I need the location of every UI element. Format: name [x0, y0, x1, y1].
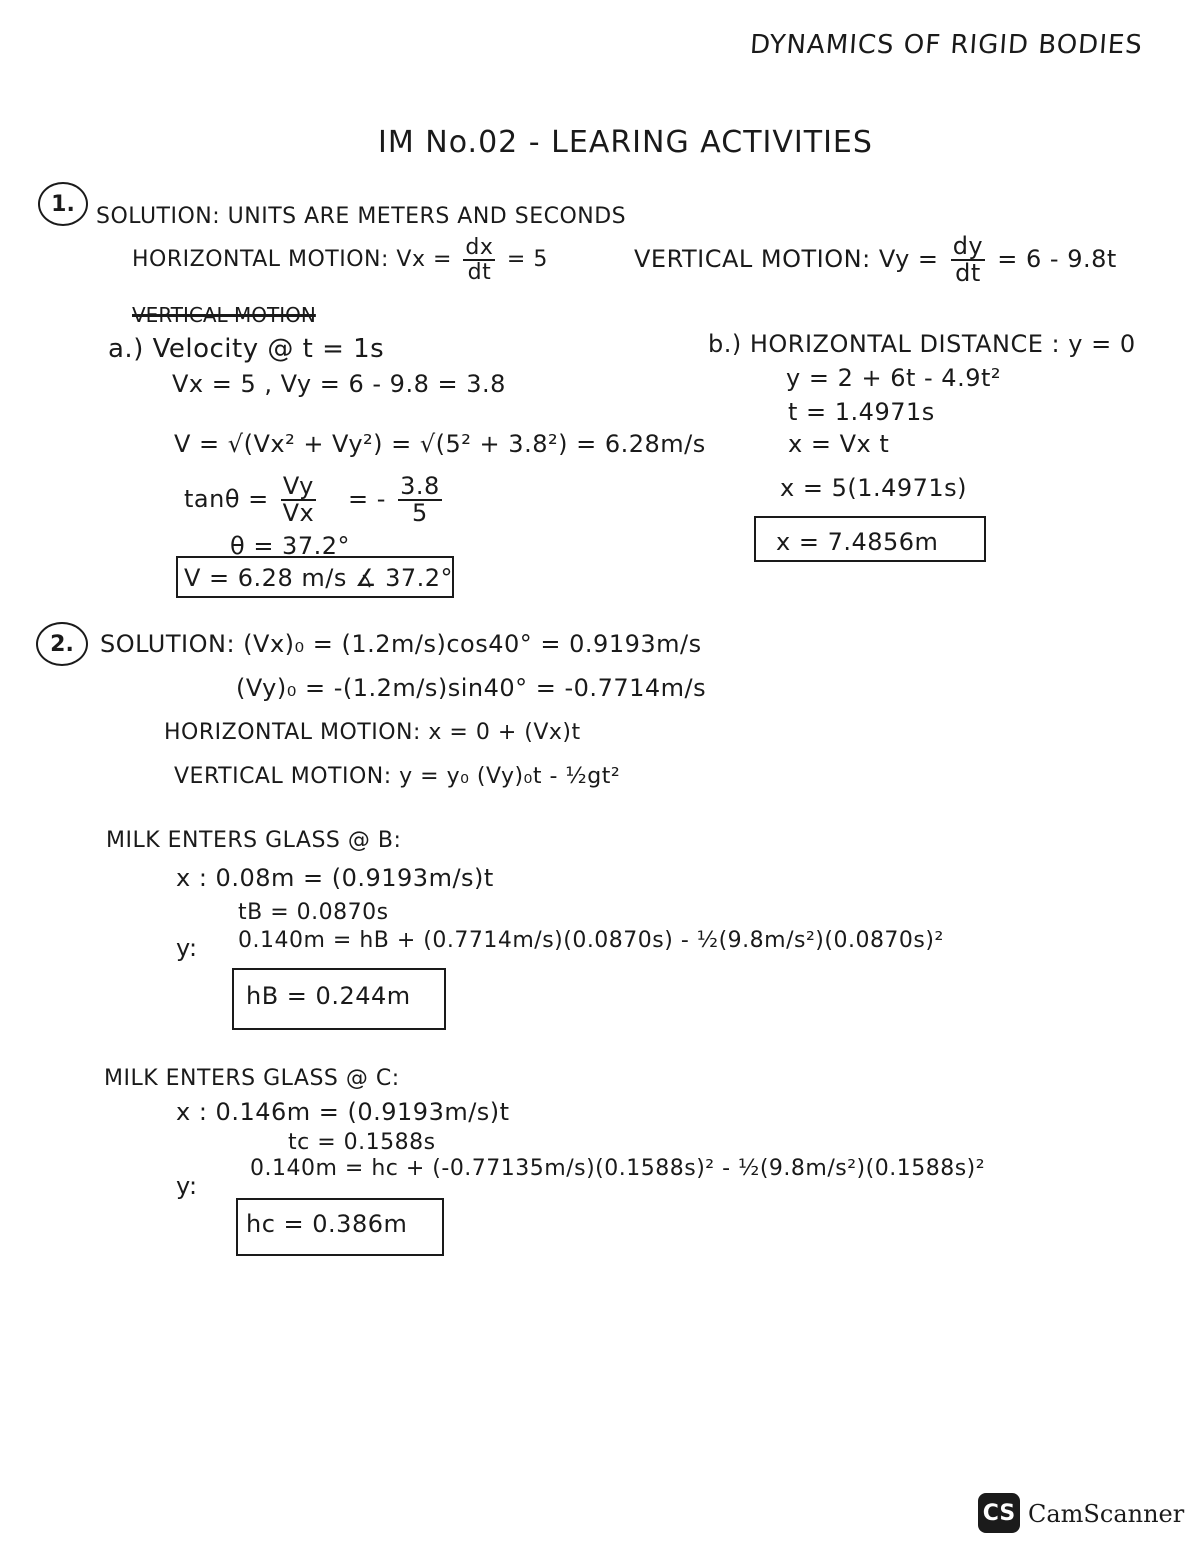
p2-c-heading: MILK ENTERS GLASS @ C:	[104, 1066, 400, 1091]
p2-line-3: HORIZONTAL MOTION: x = 0 + (Vx)t	[164, 720, 581, 745]
p1-part-b-line-4: x = 5(1.4971s)	[780, 474, 968, 502]
problem-1-number: 1.	[38, 182, 88, 226]
page-title: IM No.02 - LEARING ACTIVITIES	[378, 125, 873, 160]
p1-part-a-theta: θ = 37.2°	[230, 532, 350, 560]
fraction-denominator: dt	[467, 260, 492, 286]
p2-c-t: tc = 0.1588s	[288, 1130, 436, 1155]
fraction-numerator: dy	[952, 232, 984, 260]
p1-horizontal-rhs: = 5	[506, 247, 548, 273]
camscanner-logo-icon: CS	[978, 1493, 1020, 1533]
p2-b-t: tB = 0.0870s	[238, 900, 389, 925]
camscanner-watermark: CamScanner	[1028, 1500, 1185, 1528]
tan-fraction-2	[398, 474, 442, 526]
p1-horizontal-lhs: HORIZONTAL MOTION: Vx =	[132, 247, 452, 273]
tan-fraction-1	[281, 474, 316, 526]
p1-horizontal-fraction	[463, 236, 495, 284]
p1-part-a-label: a.) Velocity @ t = 1s	[108, 334, 385, 364]
p2-line-2: (Vy)₀ = -(1.2m/s)sin40° = -0.7714m/s	[236, 674, 707, 702]
p1-part-b-line-3: x = Vx t	[788, 430, 890, 458]
p2-b-x: x : 0.08m = (0.9193m/s)t	[176, 864, 494, 892]
p2-b-y: 0.140m = hB + (0.7714m/s)(0.0870s) - ½(9.8m/s²)(0.0870s)²	[238, 928, 944, 953]
p1-vertical-fraction	[951, 234, 985, 286]
p1-vertical-motion	[634, 234, 1117, 286]
p2-line-4: VERTICAL MOTION: y = y₀ (Vy)₀t - ½gt²	[174, 764, 621, 789]
tan-equals: = -	[348, 485, 386, 514]
p1-part-b-line-1: y = 2 + 6t - 4.9t²	[786, 364, 1002, 392]
p1-vertical-rhs: = 6 - 9.8t	[997, 245, 1117, 274]
fraction-denominator: 5	[412, 499, 428, 528]
fraction-numerator: dx	[465, 235, 494, 260]
p2-c-y: 0.140m = hc + (-0.77135m/s)(0.1588s)² - ½(9.8m/s²)(0.1588s)²	[250, 1156, 986, 1181]
fraction-numerator: Vy	[282, 472, 314, 500]
p1-vertical-lhs: VERTICAL MOTION: Vy =	[634, 245, 939, 274]
p1-part-b-answer: x = 7.4856m	[776, 528, 939, 556]
p1-part-a-magnitude: V = √(Vx² + Vy²) = √(5² + 3.8²) = 6.28m/s	[174, 430, 706, 458]
p2-line-1: SOLUTION: (Vx)₀ = (1.2m/s)cos40° = 0.9193m/s	[100, 630, 702, 658]
problem-2-number: 2.	[36, 622, 88, 666]
course-header: DYNAMICS OF RIGID BODIES	[748, 30, 1144, 60]
p2-c-x: x : 0.146m = (0.9193m/s)t	[176, 1098, 510, 1126]
p1-part-a-components: Vx = 5 , Vy = 6 - 9.8 = 3.8	[172, 370, 506, 398]
p1-intro: SOLUTION: UNITS ARE METERS AND SECONDS	[96, 204, 627, 229]
p1-part-a-tan	[184, 474, 446, 526]
fraction-numerator: 3.8	[400, 472, 440, 500]
p1-part-b-label: b.) HORIZONTAL DISTANCE : y = 0	[708, 330, 1136, 358]
fraction-denominator: Vx	[282, 499, 315, 528]
tan-lhs: tanθ =	[184, 485, 269, 514]
p1-part-b-line-2: t = 1.4971s	[788, 398, 935, 426]
p2-c-y-label: y:	[176, 1172, 198, 1200]
p1-part-a-answer: V = 6.28 m/s ∡ 37.2°	[184, 564, 454, 592]
p1-horizontal-motion	[132, 236, 548, 284]
crossed-out-text: VERTICAL MOTION	[132, 303, 316, 327]
fraction-denominator: dt	[955, 259, 981, 288]
p2-b-y-label: y:	[176, 934, 198, 962]
p2-b-heading: MILK ENTERS GLASS @ B:	[106, 828, 402, 853]
p2-c-answer: hc = 0.386m	[246, 1210, 408, 1238]
p2-b-answer: hB = 0.244m	[246, 982, 411, 1010]
